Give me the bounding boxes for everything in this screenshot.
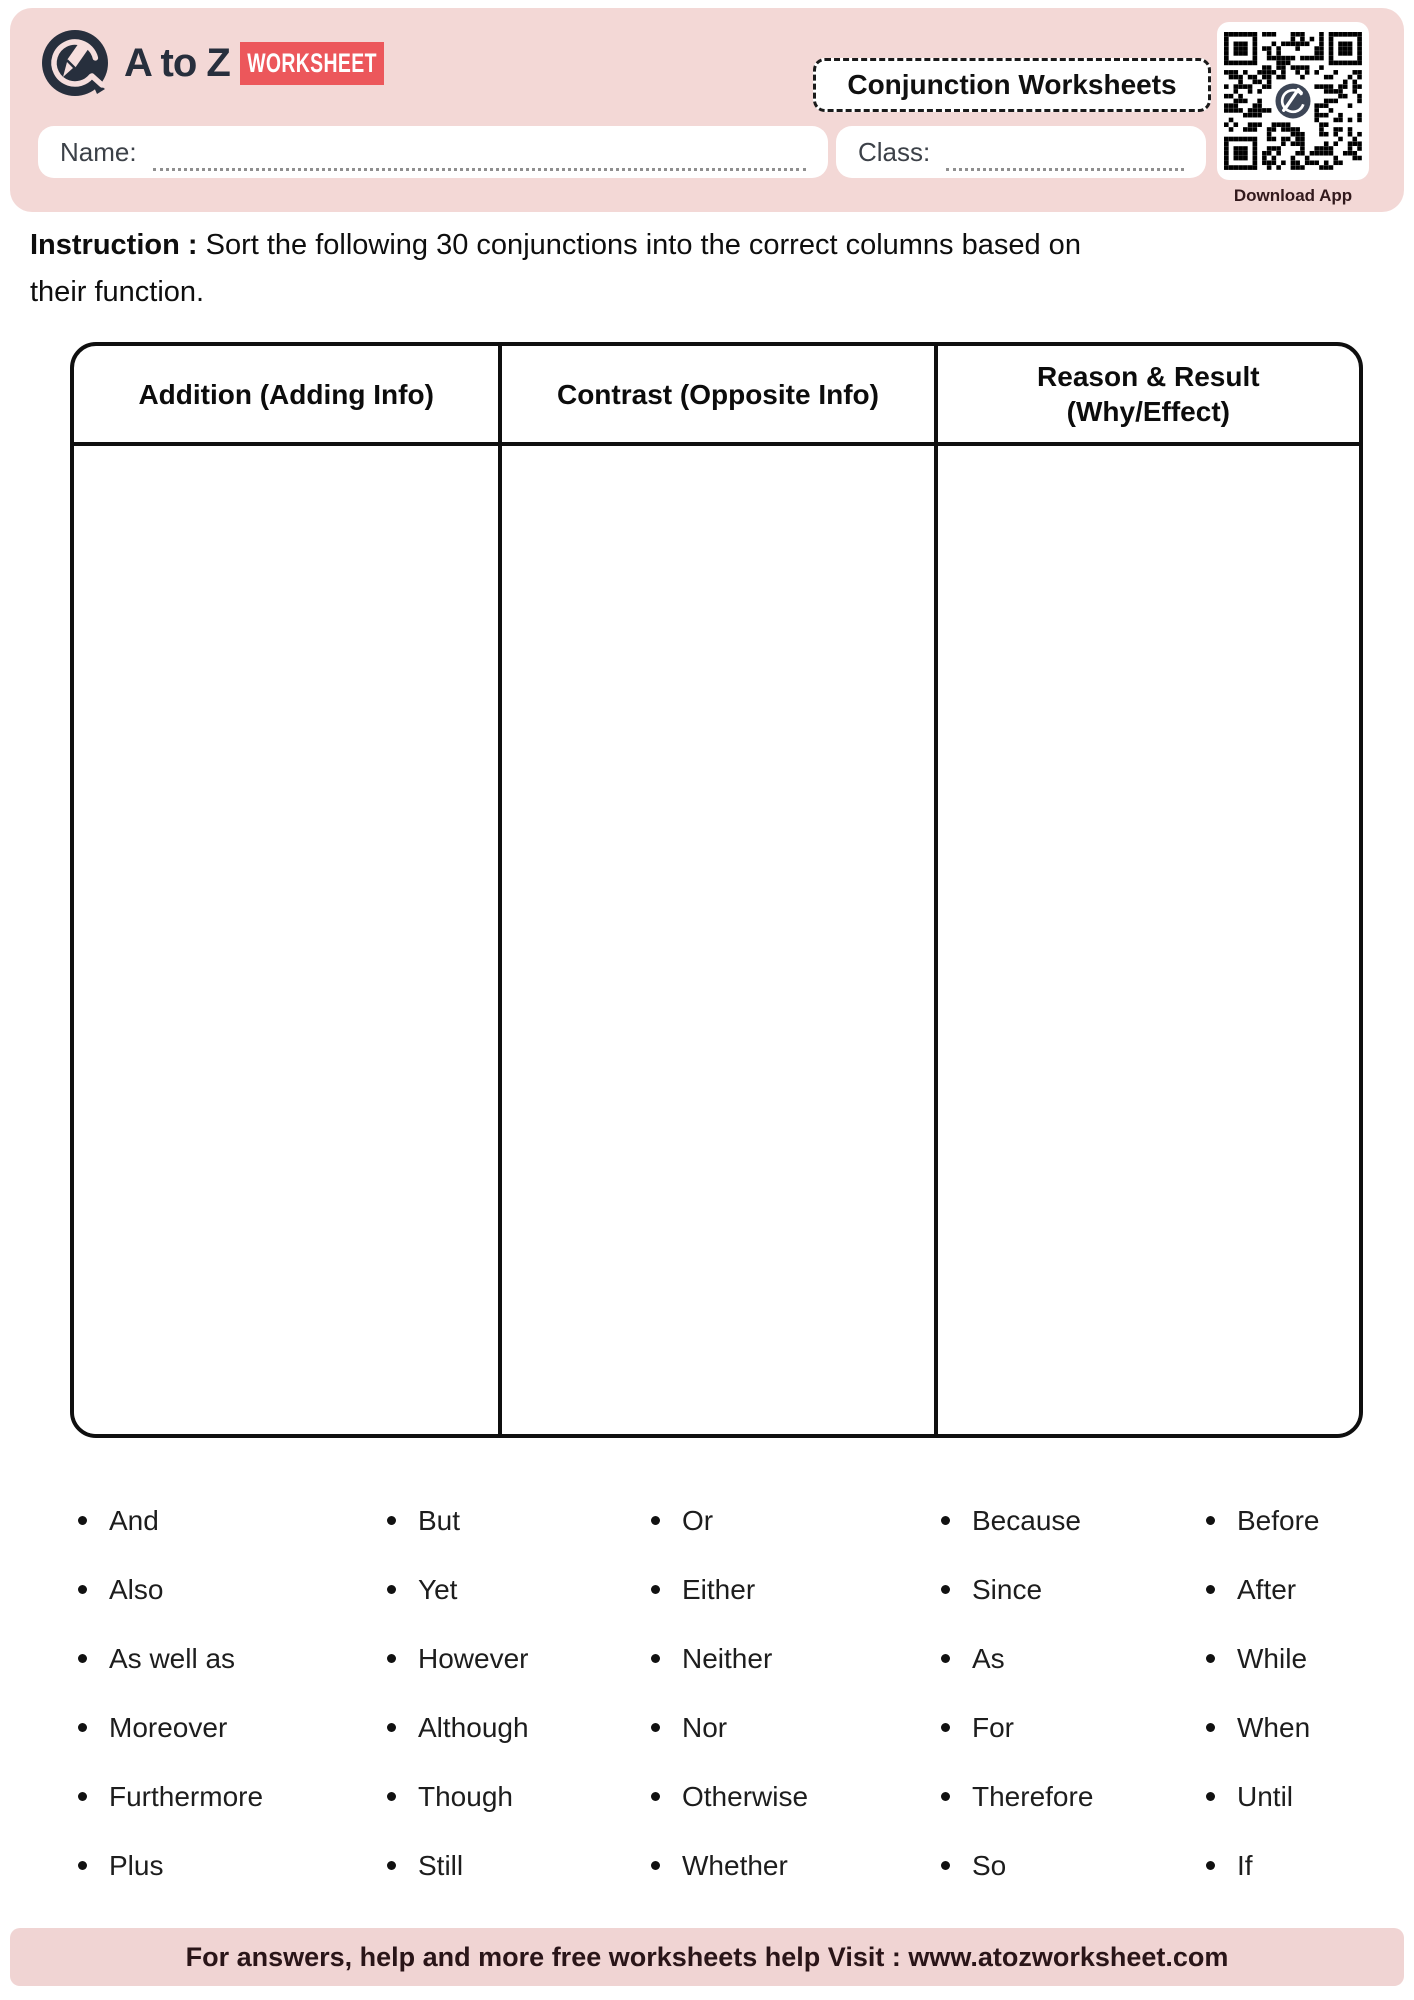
word-item (387, 1762, 651, 1831)
download-app-caption: Download App (1233, 186, 1353, 205)
word-item (78, 1486, 387, 1555)
word-label: Because (972, 1504, 1081, 1536)
word-label: When (1237, 1711, 1311, 1743)
word-item (941, 1693, 1206, 1762)
answer-area-reason-result[interactable] (938, 446, 1359, 1434)
pen-in-circle-icon (40, 28, 110, 98)
bullet-icon (941, 1792, 950, 1801)
word-item (941, 1831, 1206, 1900)
bullet-icon (651, 1516, 660, 1525)
word-label: Yet (418, 1573, 458, 1605)
answer-area-addition[interactable] (74, 446, 498, 1434)
word-item (387, 1486, 651, 1555)
word-item (387, 1555, 651, 1624)
bullet-icon (941, 1861, 950, 1870)
word-item (78, 1762, 387, 1831)
bullet-icon (651, 1792, 660, 1801)
word-label: If (1237, 1849, 1253, 1881)
word-label: As (972, 1642, 1005, 1674)
header (10, 8, 1404, 212)
word-item (1206, 1624, 1414, 1693)
bullet-icon (387, 1792, 396, 1801)
answer-area-contrast[interactable] (498, 446, 937, 1434)
word-item (387, 1693, 651, 1762)
bullet-icon (78, 1516, 87, 1525)
worksheet-title: Conjunction Worksheets (847, 69, 1177, 100)
word-label: Whether (682, 1849, 788, 1881)
word-item (941, 1624, 1206, 1693)
word-label: Also (109, 1573, 164, 1605)
qr-code-icon (1224, 32, 1362, 170)
bullet-icon (1206, 1723, 1215, 1732)
name-field (38, 126, 828, 178)
word-label: Still (418, 1849, 464, 1881)
word-label: Though (418, 1780, 513, 1812)
word-item (941, 1762, 1206, 1831)
word-label: Until (1237, 1780, 1294, 1812)
word-label: Or (682, 1504, 714, 1536)
bullet-icon (941, 1516, 950, 1525)
word-label: However (418, 1642, 529, 1674)
word-item (651, 1555, 941, 1624)
word-label: But (418, 1504, 461, 1536)
brand (40, 28, 440, 98)
footer-text: For answers, help and more free worksheets help Visit : www.atozworksheet.com (185, 1941, 1229, 1972)
word-bank-column (1206, 1486, 1414, 1900)
bullet-icon (651, 1723, 660, 1732)
word-bank-column (651, 1486, 941, 1900)
bullet-icon (78, 1792, 87, 1801)
bullet-icon (941, 1654, 950, 1663)
sorting-table (70, 342, 1363, 1438)
instruction-label: Instruction : (30, 229, 198, 261)
bullet-icon (387, 1654, 396, 1663)
word-item (1206, 1831, 1414, 1900)
word-label: Since (972, 1573, 1043, 1605)
name-label: Name: (60, 136, 137, 167)
word-label: After (1237, 1573, 1297, 1605)
word-bank-column (941, 1486, 1206, 1900)
qr-card (1217, 22, 1369, 180)
bullet-icon (387, 1516, 396, 1525)
word-item (651, 1831, 941, 1900)
bullet-icon (1206, 1654, 1215, 1663)
class-label: Class: (858, 136, 931, 167)
instruction-text: Sort the following 30 conjunctions into the correct columns based on their function. (30, 229, 1081, 308)
worksheet-title-box (813, 58, 1211, 112)
word-label: Although (418, 1711, 529, 1743)
word-label: Nor (682, 1711, 728, 1743)
bullet-icon (651, 1654, 660, 1663)
word-item (78, 1693, 387, 1762)
word-item (651, 1624, 941, 1693)
bullet-icon (1206, 1861, 1215, 1870)
word-item (651, 1762, 941, 1831)
word-label: Otherwise (682, 1780, 809, 1812)
brand-badge: WORKSHEET (240, 42, 384, 85)
word-item (1206, 1486, 1414, 1555)
bullet-icon (1206, 1516, 1215, 1525)
word-item (1206, 1762, 1414, 1831)
bullet-icon (651, 1585, 660, 1594)
word-bank-column (78, 1486, 387, 1900)
word-label: So (972, 1849, 1007, 1881)
column-header-addition: Addition (Adding Info) (74, 346, 498, 446)
bullet-icon (941, 1585, 950, 1594)
class-input-line[interactable] (946, 147, 1184, 171)
word-label: Furthermore (109, 1780, 264, 1812)
bullet-icon (1206, 1585, 1215, 1594)
word-label: Before (1237, 1504, 1320, 1536)
word-item (78, 1555, 387, 1624)
word-item (941, 1555, 1206, 1624)
word-label: Neither (682, 1642, 773, 1674)
word-item (941, 1486, 1206, 1555)
bullet-icon (78, 1654, 87, 1663)
word-label: Plus (109, 1849, 164, 1881)
word-bank-column (387, 1486, 651, 1900)
word-item (651, 1693, 941, 1762)
column-header-reason-result: Reason & Result (Why/Effect) (938, 346, 1359, 446)
word-label: While (1237, 1642, 1308, 1674)
word-label: Either (682, 1573, 756, 1605)
brand-name: A to Z (124, 40, 230, 85)
word-item (1206, 1693, 1414, 1762)
word-bank (78, 1486, 1414, 1900)
bullet-icon (78, 1861, 87, 1870)
word-label: As well as (109, 1642, 236, 1674)
class-field (836, 126, 1206, 178)
name-input-line[interactable] (153, 147, 806, 171)
word-item (387, 1624, 651, 1693)
bullet-icon (78, 1585, 87, 1594)
word-label: And (109, 1504, 159, 1536)
bullet-icon (651, 1861, 660, 1870)
bullet-icon (387, 1585, 396, 1594)
word-item (651, 1486, 941, 1555)
word-item (78, 1624, 387, 1693)
word-label: Moreover (109, 1711, 228, 1743)
word-item (387, 1831, 651, 1900)
word-item (78, 1831, 387, 1900)
bullet-icon (387, 1861, 396, 1870)
bullet-icon (1206, 1792, 1215, 1801)
bullet-icon (78, 1723, 87, 1732)
word-item (1206, 1555, 1414, 1624)
word-label: For (972, 1711, 1014, 1743)
column-header-contrast: Contrast (Opposite Info) (498, 346, 937, 446)
footer (10, 1928, 1404, 1986)
bullet-icon (941, 1723, 950, 1732)
word-label: Therefore (972, 1780, 1094, 1812)
bullet-icon (387, 1723, 396, 1732)
instruction (30, 222, 1100, 316)
